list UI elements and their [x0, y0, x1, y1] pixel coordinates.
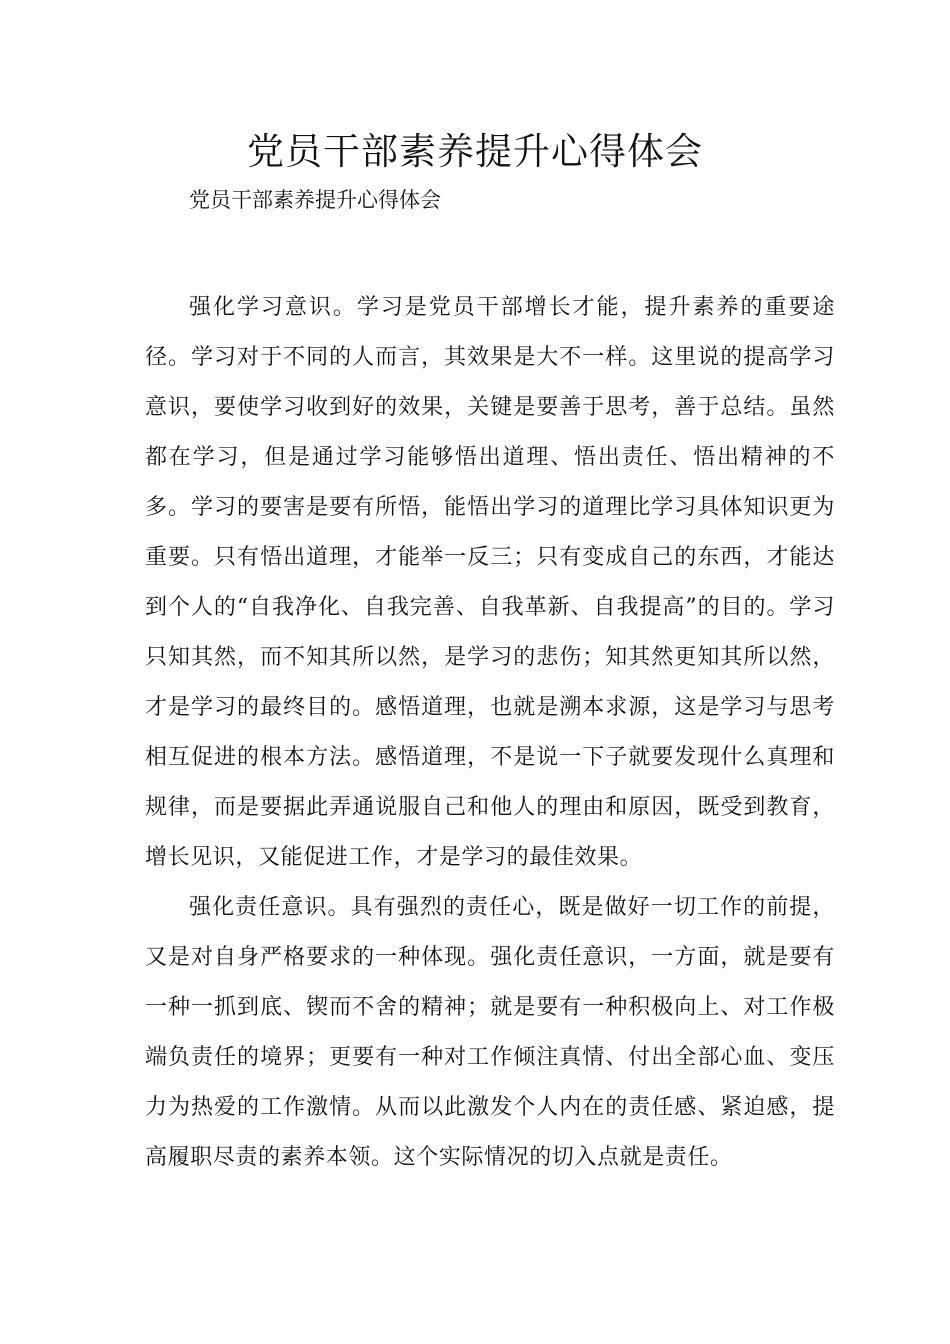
paragraph-study-awareness: 强化学习意识。学习是党员干部增长才能，提升素养的重要途径。学习对于不同的人而言，其效果是大不一样。这里说的提高学习意识，要使学习收到好的效果，关键是要善于思考，善于总结。虽然都在学习，但是通过学习能够悟出道理、悟出责任、悟出精神的不多。学习的要害是要有所悟，能悟出学习的道理比学习具体知识更为重要。只有悟出道理，才能举一反三；只有变成自己的东西，才能达到个人的“自我净化、自我完善、自我革新、自我提高”的目的。学习只知其然，而不知其所以然，是学习的悲伤；知其然更知其所以然，才是学习的最终目的。感悟道理，也就是溯本求源，这是学习与思考相互促进的根本方法。感悟道理，不是说一下子就要发现什么真理和规律，而是要据此弄通说服自己和他人的理由和原因，既受到教育，增长见识，又能促进工作，才是学习的最佳效果。 — [145, 295, 835, 870]
document-body — [145, 283, 835, 1183]
document-subtitle: 党员干部素养提升心得体会 — [189, 188, 441, 212]
paragraph-responsibility-awareness: 强化责任意识。具有强烈的责任心，既是做好一切工作的前提，又是对自身严格要求的一种体现。强化责任意识，一方面，就是要有一种一抓到底、锲而不舍的精神；就是要有一种积极向上、对工作极端负责任的境界；更要有一种对工作倾注真情、付出全部心血、变压力为热爱的工作激情。从而以此激发个人内在的责任感、紧迫感，提高履职尽责的素养本领。这个实际情况的切入点就是责任。 — [145, 895, 835, 1170]
document-title: 党员干部素养提升心得体会 — [247, 130, 703, 173]
